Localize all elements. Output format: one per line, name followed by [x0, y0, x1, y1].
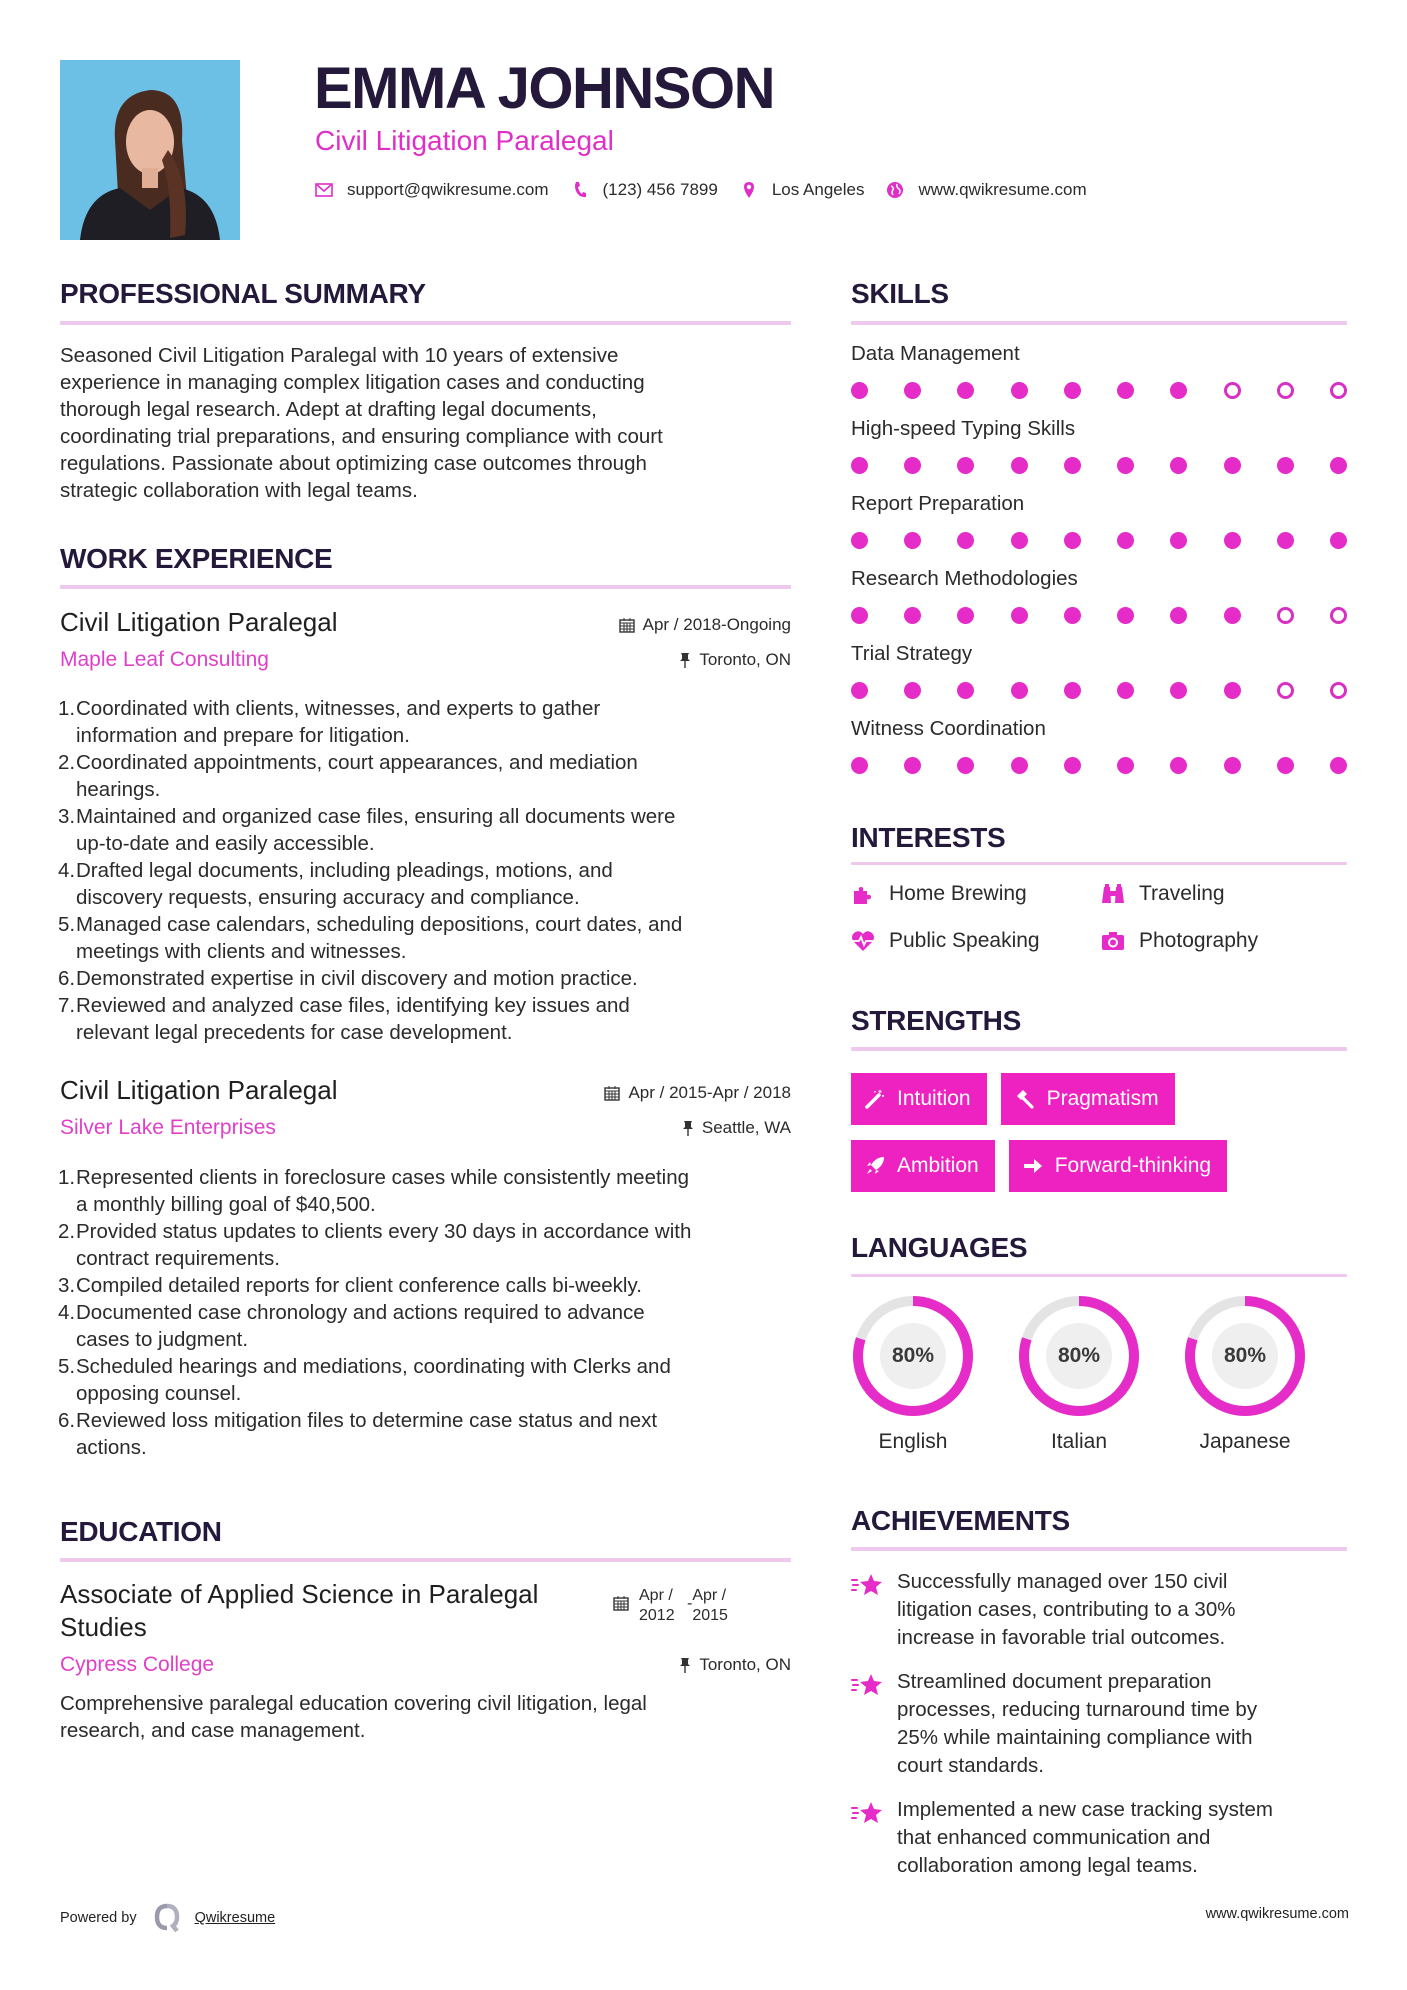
interest-item: Traveling [1101, 882, 1225, 906]
rating-dot-empty [1330, 682, 1347, 699]
rating-dot-filled [904, 757, 921, 774]
skills-list [851, 341, 1347, 791]
rating-dot-filled [1224, 532, 1241, 549]
pushpin-icon [682, 1120, 694, 1136]
rating-dot-filled [904, 607, 921, 624]
skill-item [851, 416, 1347, 491]
job-title: Civil Litigation Paralegal [60, 607, 338, 637]
rating-dot-filled [1277, 457, 1294, 474]
strength-badge: Intuition [851, 1073, 987, 1125]
language-progress-ring [1017, 1294, 1141, 1418]
contact-phone[interactable] [571, 180, 718, 200]
skill-rating [851, 532, 1347, 549]
skill-item [851, 566, 1347, 641]
rating-dot-filled [851, 682, 868, 699]
rating-dot-filled [851, 532, 868, 549]
rating-dot-filled [1224, 607, 1241, 624]
rating-dot-filled [957, 682, 974, 699]
languages-heading: LANGUAGES [851, 1232, 1028, 1263]
interests-heading: INTERESTS [851, 822, 1006, 853]
rating-dot-filled [1330, 457, 1347, 474]
strengths-heading: STRENGTHS [851, 1005, 1021, 1036]
rating-dot-filled [1170, 607, 1187, 624]
footer-powered-by: Powered by Qwikresume [60, 1903, 275, 1933]
education-entry [60, 1578, 791, 1748]
job-title: Civil Litigation Paralegal [60, 1075, 338, 1105]
contact-email-text: support@qwikresume.com [347, 180, 549, 199]
profile-photo [60, 60, 240, 240]
rating-dot-filled [1170, 532, 1187, 549]
globe-icon [886, 181, 904, 199]
rating-dot-filled [1064, 607, 1081, 624]
rating-dot-filled [1011, 532, 1028, 549]
school-name: Cypress College [60, 1653, 215, 1676]
skill-rating [851, 607, 1347, 624]
envelope-icon [315, 181, 333, 199]
qwikresume-link[interactable]: Qwikresume [194, 1910, 276, 1926]
rating-dot-filled [957, 532, 974, 549]
rating-dot-filled [957, 457, 974, 474]
bullet-item: 4. Documented case chronology and actions required to advance cases to judgment. [58, 1301, 645, 1351]
job-entry [60, 606, 791, 1046]
language-percent: 80% [891, 1344, 935, 1367]
pushpin-icon [679, 1657, 691, 1673]
calendar-icon [604, 1085, 620, 1101]
language-percent: 80% [1057, 1344, 1101, 1367]
bullet-item: 6. Demonstrated expertise in civil discovery and motion practice. [58, 967, 638, 990]
rating-dot-filled [904, 382, 921, 399]
rating-dot-filled [851, 757, 868, 774]
star-achievement-icon [851, 1568, 883, 1652]
job-dates: Apr / 2015-Apr / 2018 [604, 1082, 791, 1104]
rating-dot-filled [1117, 682, 1134, 699]
experience-divider [60, 585, 791, 589]
rating-dot-filled [1011, 607, 1028, 624]
education-location: Toronto, ON [679, 1654, 791, 1676]
rating-dot-filled [1117, 382, 1134, 399]
language-item [1017, 1294, 1141, 1454]
interests-list [851, 882, 1347, 972]
rating-dot-empty [1277, 382, 1294, 399]
experience-heading: WORK EXPERIENCE [60, 543, 333, 574]
rating-dot-empty [1277, 682, 1294, 699]
rocket-icon [865, 1156, 885, 1176]
rating-dot-filled [957, 607, 974, 624]
rating-dot-filled [1064, 532, 1081, 549]
rating-dot-filled [1224, 457, 1241, 474]
bullet-item: 1. Coordinated with clients, witnesses, and experts to gather information and prepare for litigation. [58, 697, 601, 747]
contact-website-text: www.qwikresume.com [918, 180, 1087, 199]
camera-icon [1101, 929, 1125, 953]
rating-dot-filled [851, 457, 868, 474]
bullet-item: 2. Coordinated appointments, court appearances, and mediation hearings. [58, 751, 638, 801]
contact-website[interactable] [886, 180, 1086, 200]
contact-bar [315, 178, 1109, 202]
education-start: Apr / 2012 [639, 1587, 675, 1624]
skill-item [851, 641, 1347, 716]
rating-dot-filled [1224, 757, 1241, 774]
achievements-divider [851, 1547, 1347, 1551]
job-company: Silver Lake Enterprises [60, 1116, 276, 1139]
rating-dot-filled [1064, 382, 1081, 399]
achievement-item: Streamlined document preparation processes, reducing turnaround time by 25% while maintaining compliance with court standards. [851, 1668, 1347, 1780]
rating-dot-filled [904, 682, 921, 699]
rating-dot-empty [1330, 382, 1347, 399]
bullet-item: 5. Managed case calendars, scheduling depositions, court dates, and meetings with clients and witnesses. [58, 913, 683, 963]
skill-name: Research Methodologies [851, 567, 1078, 590]
skill-name: Trial Strategy [851, 642, 973, 665]
rating-dot-empty [1277, 607, 1294, 624]
skills-heading: SKILLS [851, 278, 949, 309]
skill-rating [851, 457, 1347, 474]
achievements-heading: ACHIEVEMENTS [851, 1505, 1070, 1536]
calendar-icon [619, 617, 635, 633]
strength-badge: Forward-thinking [1009, 1140, 1227, 1192]
calendar-icon [613, 1595, 629, 1611]
bullet-item: 4. Drafted legal documents, including pleadings, motions, and discovery requests, ensuring accuracy and compliance. [58, 859, 613, 909]
pushpin-icon [679, 652, 691, 668]
skill-name: High-speed Typing Skills [851, 417, 1076, 440]
skill-rating [851, 757, 1347, 774]
achievements-list [851, 1568, 1347, 1880]
language-progress-ring [851, 1294, 975, 1418]
rating-dot-filled [1224, 682, 1241, 699]
contact-email[interactable] [315, 180, 549, 200]
rating-dot-filled [851, 382, 868, 399]
interests-divider [851, 862, 1347, 865]
rating-dot-filled [1170, 382, 1187, 399]
bullet-item: 2. Provided status updates to clients every 30 days in accordance with contract requirements. [58, 1220, 692, 1270]
achievement-item: Implemented a new case tracking system that enhanced communication and collaboration among legal teams. [851, 1796, 1347, 1880]
skill-rating [851, 382, 1347, 399]
interest-item: Photography [1101, 929, 1258, 953]
rating-dot-filled [1170, 757, 1187, 774]
education-dates: Apr / 2012 - Apr / 2015 [613, 1586, 728, 1626]
skill-name: Data Management [851, 342, 1020, 365]
skill-name: Witness Coordination [851, 717, 1046, 740]
education-description: Comprehensive paralegal education covering civil litigation, legal research, and case management. [60, 1692, 647, 1742]
job-location: Toronto, ON [679, 649, 791, 671]
rating-dot-filled [1011, 757, 1028, 774]
phone-icon [571, 181, 589, 199]
language-item [1183, 1294, 1307, 1454]
rating-dot-filled [957, 757, 974, 774]
skill-item [851, 341, 1347, 416]
skill-name: Report Preparation [851, 492, 1025, 515]
language-progress-ring [1183, 1294, 1307, 1418]
rating-dot-filled [1277, 757, 1294, 774]
job-company: Maple Leaf Consulting [60, 648, 269, 671]
binoculars-icon [1101, 882, 1125, 906]
qwikresume-logo-icon [153, 1903, 181, 1933]
job-dates: Apr / 2018-Ongoing [619, 614, 791, 636]
rating-dot-filled [1170, 457, 1187, 474]
strength-badge: Pragmatism [1001, 1073, 1175, 1125]
summary-text: Seasoned Civil Litigation Paralegal with 10 years of extensive experience in managing complex litigation cases and conducting thorough legal research. Adept at drafting legal documents, coordinating trial preparations, and ensuring compliance with court regulations. Passionate about optimizing case outcomes through strategic collaboration with legal teams. [60, 344, 663, 502]
rating-dot-empty [1330, 607, 1347, 624]
interest-item: Public Speaking [851, 929, 1040, 953]
education-heading: EDUCATION [60, 1516, 222, 1547]
degree-title: Associate of Applied Science in Paralegal Studies [60, 1579, 539, 1642]
achievement-item: Successfully managed over 150 civil litigation cases, contributing to a 30% increase in favorable trial outcomes. [851, 1568, 1347, 1652]
strengths-list [851, 1073, 1347, 1192]
language-item [851, 1294, 975, 1454]
rating-dot-empty [1224, 382, 1241, 399]
language-name: English [878, 1430, 948, 1453]
skill-rating [851, 682, 1347, 699]
rating-dot-filled [1064, 682, 1081, 699]
rating-dot-filled [1117, 532, 1134, 549]
job-bullets [60, 1164, 791, 1461]
candidate-title: Civil Litigation Paralegal [315, 125, 614, 156]
puzzle-icon [851, 882, 875, 906]
languages-divider [851, 1274, 1347, 1277]
rating-dot-filled [957, 382, 974, 399]
summary-heading: PROFESSIONAL SUMMARY [60, 278, 426, 309]
languages-list [851, 1294, 1347, 1454]
education-divider [60, 1558, 791, 1562]
skill-item [851, 491, 1347, 566]
language-name: Italian [1050, 1430, 1108, 1453]
rating-dot-filled [1277, 532, 1294, 549]
rating-dot-filled [1117, 757, 1134, 774]
bullet-item: 5. Scheduled hearings and mediations, coordinating with Clerks and opposing counsel. [58, 1355, 671, 1405]
rating-dot-filled [1064, 757, 1081, 774]
star-achievement-icon [851, 1796, 883, 1880]
rating-dot-filled [1011, 457, 1028, 474]
rating-dot-filled [1330, 757, 1347, 774]
rating-dot-filled [904, 457, 921, 474]
rating-dot-filled [1170, 682, 1187, 699]
bullet-item: 1. Represented clients in foreclosure cases while consistently meeting a monthly billing goal of $40,500. [58, 1166, 690, 1216]
strengths-divider [851, 1047, 1347, 1051]
job-bullets [60, 695, 791, 1046]
map-pin-icon [740, 181, 758, 199]
gavel-icon [1015, 1089, 1035, 1109]
rating-dot-filled [851, 607, 868, 624]
interest-item: Home Brewing [851, 882, 1027, 906]
job-entry [60, 1074, 791, 1461]
contact-phone-text: (123) 456 7899 [602, 180, 718, 199]
job-location: Seattle, WA [682, 1117, 791, 1139]
education-end: Apr / 2015 [692, 1587, 728, 1624]
language-percent: 80% [1223, 1344, 1267, 1367]
contact-location [740, 180, 865, 200]
rating-dot-filled [1011, 682, 1028, 699]
skill-item [851, 716, 1347, 791]
footer-website[interactable]: www.qwikresume.com [1205, 1906, 1349, 1922]
rating-dot-filled [1330, 532, 1347, 549]
bullet-item: 3. Compiled detailed reports for client conference calls bi-weekly. [58, 1274, 642, 1297]
strength-badge: Ambition [851, 1140, 995, 1192]
arrow-right-icon [1023, 1157, 1043, 1175]
rating-dot-filled [1117, 457, 1134, 474]
contact-location-text: Los Angeles [771, 180, 865, 199]
magic-wand-icon [865, 1089, 885, 1109]
rating-dot-filled [904, 532, 921, 549]
heartbeat-icon [851, 929, 875, 953]
rating-dot-filled [1011, 382, 1028, 399]
person-portrait-icon [60, 60, 240, 240]
rating-dot-filled [1117, 607, 1134, 624]
bullet-item: 6. Reviewed loss mitigation files to determine case status and next actions. [58, 1409, 658, 1459]
bullet-item: 7. Reviewed and analyzed case files, identifying key issues and relevant legal precedents for case development. [58, 994, 630, 1044]
bullet-item: 3. Maintained and organized case files, ensuring all documents were up-to-date and easily accessible. [58, 805, 676, 855]
candidate-name: EMMA JOHNSON [314, 56, 774, 121]
skills-divider [851, 321, 1347, 325]
rating-dot-filled [1064, 457, 1081, 474]
summary-divider [60, 321, 791, 325]
language-name: Japanese [1199, 1430, 1291, 1453]
star-achievement-icon [851, 1668, 883, 1780]
